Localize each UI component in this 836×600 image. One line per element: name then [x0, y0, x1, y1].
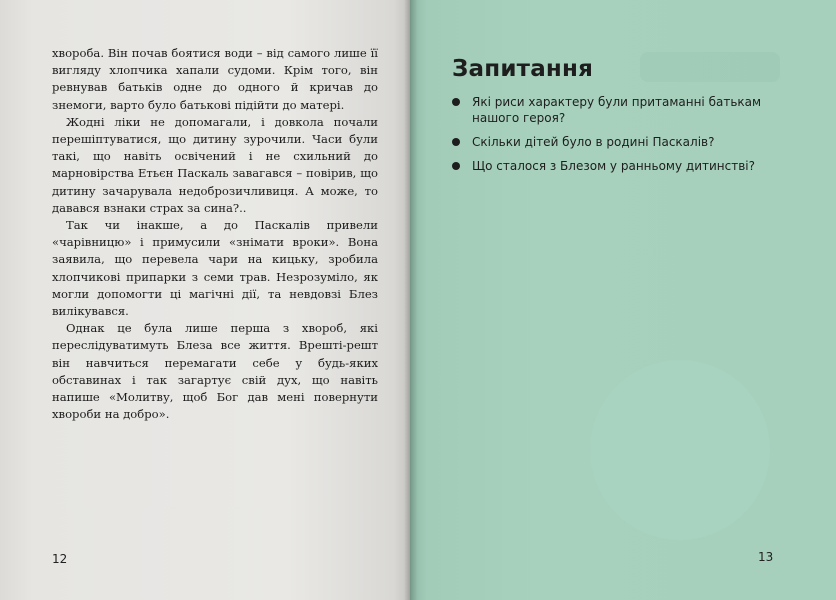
decorative-shape	[640, 52, 780, 82]
body-text	[52, 45, 378, 423]
question-text: Що сталося з Блезом у ранньому дитинстві?	[472, 159, 755, 173]
question-text: Скільки дітей було в родині Паскалів?	[472, 135, 715, 149]
bullet-icon	[452, 98, 460, 106]
question-item	[452, 158, 782, 174]
left-page	[0, 0, 410, 600]
questions-list	[452, 94, 782, 182]
paragraph-4: Однак це була лише перша з хвороб, які переслідуватимуть Блеза все життя. Врешті-решт він навчиться перемагати себе у будь-яких обставинах і так загартує свій дух, що навіть напише «Молитву, щоб Бог дав мені повернути хвороби на добро».	[52, 321, 378, 422]
bullet-icon	[452, 162, 460, 170]
paragraph-2: Жодні ліки не допомагали, і довкола почали перешіптуватися, що дитину зурочили. Часи були такі, що навіть освічений і не схильний до марновірства Етьєн Паскаль завагався – повірив, що дитину зачарувала недоброзичливиця. А може, то давався взнаки страх за сина?..	[52, 114, 378, 215]
question-text: Які риси характеру були притаманні батькам нашого героя?	[472, 95, 762, 125]
question-item	[452, 134, 782, 150]
bullet-icon	[452, 138, 460, 146]
paragraph-1: хвороба. Він почав боятися води – від самого лише її вигляду хлопчика хапали судоми. Крім того, він ревнував батьків одне до одного й кричав до знемоги, варто було батькові підійти до матері.	[52, 46, 378, 112]
questions-title: Запитання	[452, 56, 594, 82]
paragraph-3: Так чи інакше, а до Паскалів привели «чарівницю» і примусили «знімати вроки». Вона заявила, що перевела чари на кицьку, зробила хлопчикові припарки з семи трав. Незрозуміло, як могли допомогти ці магічні дії, та невдовзі Блез вилікувався.	[52, 218, 378, 319]
question-item	[452, 94, 782, 126]
decorative-circle	[590, 360, 770, 540]
page-number-left: 12	[52, 552, 68, 566]
page-number-right: 13	[758, 550, 774, 564]
book-gutter	[404, 0, 418, 600]
